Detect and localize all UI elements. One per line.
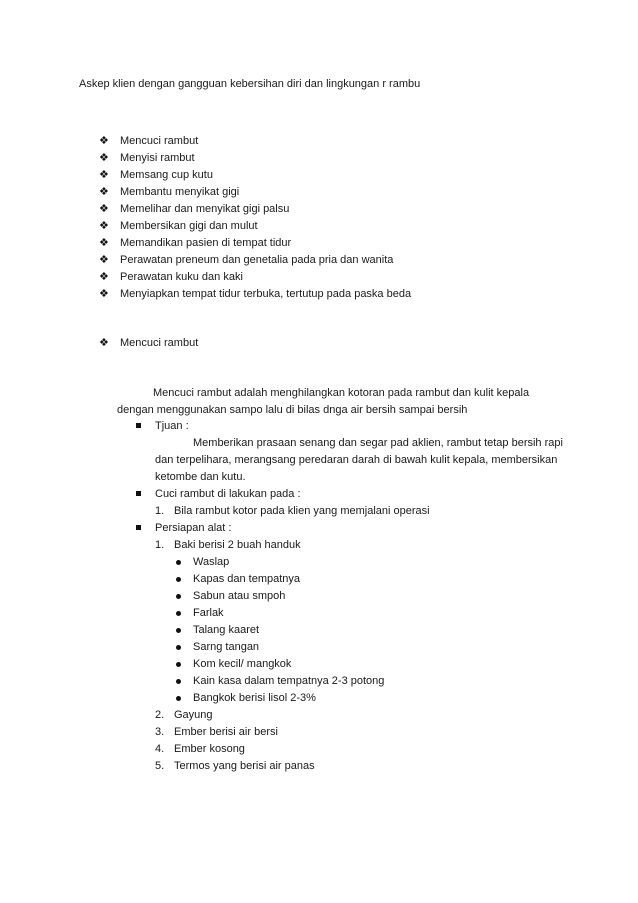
diamond-bullet-icon: ❖: [99, 135, 109, 147]
sub-list-item: Kom kecil/ mangkok: [193, 658, 292, 670]
square-bullet-icon: [136, 525, 141, 530]
diamond-bullet-icon: ❖: [99, 220, 109, 232]
list-item: Ember kosong: [174, 743, 245, 755]
list-item: Mencuci rambut: [120, 135, 199, 147]
tujuan-line: Memberikan prasaan senang dan segar pad aklien, rambut tetap bersih rapi: [193, 437, 563, 449]
list-item: Gayung: [174, 709, 213, 721]
round-bullet-icon: [176, 662, 181, 667]
diamond-bullet-icon: ❖: [99, 152, 109, 164]
section-heading: Mencuci rambut: [120, 337, 199, 349]
sub-list-item: Bangkok berisi lisol 2-3%: [193, 692, 316, 704]
diamond-bullet-icon: ❖: [99, 169, 109, 181]
square-bullet-icon: [136, 491, 141, 496]
diamond-bullet-icon: ❖: [99, 288, 109, 300]
sub-list-item: Talang kaaret: [193, 624, 260, 636]
tujuan-line: dan terpelihara, merangsang peredaran darah di bawah kulit kepala, membersikan: [155, 454, 558, 466]
round-bullet-icon: [176, 594, 181, 599]
diamond-bullet-icon: ❖: [99, 237, 109, 249]
tujuan-line: ketombe dan kutu.: [155, 471, 246, 483]
list-item: Baki berisi 2 buah handuk: [174, 539, 301, 551]
list-number: 4.: [155, 743, 165, 755]
diamond-bullet-icon: ❖: [99, 203, 109, 215]
list-item: Menyiapkan tempat tidur terbuka, tertutup pada paska beda: [120, 288, 412, 300]
list-number: 2.: [155, 709, 165, 721]
list-item: Memsang cup kutu: [120, 169, 213, 181]
sub-list-item: Kapas dan tempatnya: [193, 573, 301, 585]
diamond-bullet-icon: ❖: [99, 271, 109, 283]
list-item: Perawatan preneum dan genetalia pada pria dan wanita: [120, 254, 394, 266]
list-item: Bila rambut kotor pada klien yang memjalani operasi: [174, 505, 430, 517]
sub-list-item: Sarng tangan: [193, 641, 260, 653]
persiapan-label: Persiapan alat :: [155, 522, 232, 534]
square-bullet-icon: [136, 423, 141, 428]
cuci-label: Cuci rambut di lakukan pada :: [155, 488, 301, 500]
round-bullet-icon: [176, 628, 181, 633]
sub-list-item: Sabun atau smpoh: [193, 590, 286, 602]
round-bullet-icon: [176, 645, 181, 650]
round-bullet-icon: [176, 679, 181, 684]
diamond-bullet-icon: ❖: [99, 254, 109, 266]
document-title: Askep klien dengan gangguan kebersihan diri dan lingkungan r rambu: [79, 78, 421, 90]
round-bullet-icon: [176, 560, 181, 565]
sub-list-item: Farlak: [193, 607, 224, 619]
diamond-bullet-icon: ❖: [99, 337, 109, 349]
list-item: Membersikan gigi dan mulut: [120, 220, 258, 232]
list-item: Membantu menyikat gigi: [120, 186, 240, 198]
diamond-bullet-icon: ❖: [99, 186, 109, 198]
round-bullet-icon: [176, 696, 181, 701]
tujuan-label: Tjuan :: [155, 420, 189, 432]
list-item: Perawatan kuku dan kaki: [120, 271, 243, 283]
list-number: 1.: [155, 539, 165, 551]
list-number: 3.: [155, 726, 165, 738]
sub-list-item: Kain kasa dalam tempatnya 2-3 potong: [193, 675, 385, 687]
list-number: 5.: [155, 760, 165, 772]
list-number: 1.: [155, 505, 165, 517]
round-bullet-icon: [176, 577, 181, 582]
list-item: Memandikan pasien di tempat tidur: [120, 237, 292, 249]
definition-line: Mencuci rambut adalah menghilangkan kotoran pada rambut dan kulit kepala: [153, 387, 530, 399]
list-item: Ember berisi air bersi: [174, 726, 278, 738]
list-item: Memelihar dan menyikat gigi palsu: [120, 203, 290, 215]
list-item: Termos yang berisi air panas: [174, 760, 315, 772]
definition-line: dengan menggunakan sampo lalu di bilas dnga air bersih sampai bersih: [117, 404, 468, 416]
sub-list-item: Waslap: [193, 556, 230, 568]
round-bullet-icon: [176, 611, 181, 616]
list-item: Menyisi rambut: [120, 152, 195, 164]
